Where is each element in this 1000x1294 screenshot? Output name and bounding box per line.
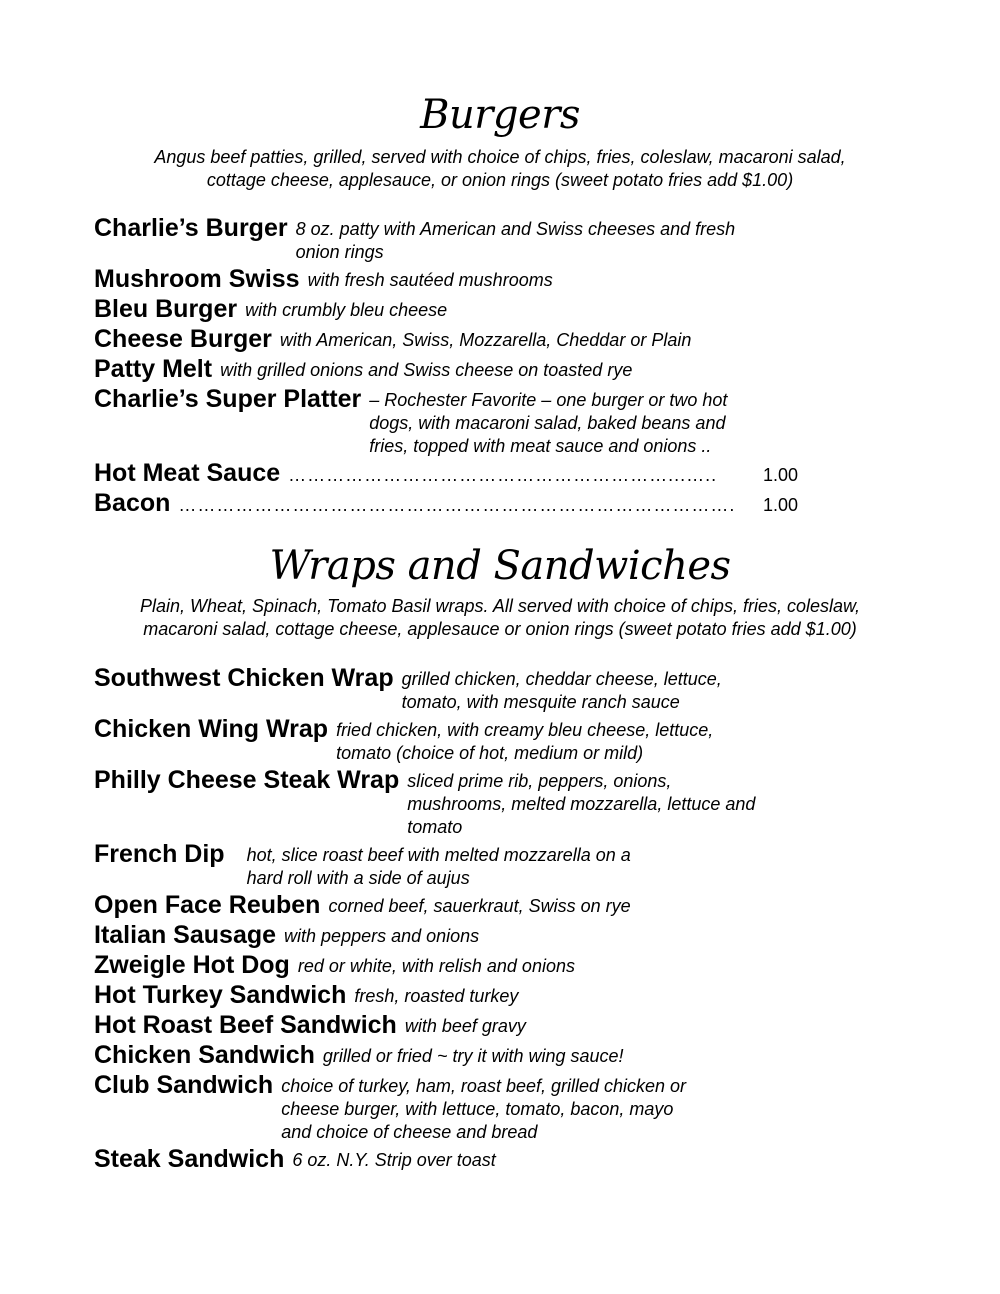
menu-item (94, 1040, 854, 1070)
burgers-intro (60, 146, 940, 192)
dot-leader: ……………………………………………………...….. (288, 465, 718, 485)
item-description (361, 384, 727, 458)
wraps-heading: Wraps and Sandwiches (269, 543, 731, 589)
item-description-line: grilled chicken, cheddar cheese, lettuce, (401, 669, 722, 689)
item-description-line: corned beef, sauerkraut, Swiss on rye (328, 896, 631, 916)
item-description-line: – Rochester Favorite – one burger or two hot (369, 390, 728, 410)
wraps-intro (40, 595, 960, 641)
item-description-line: cheese burger, with lettuce, tomato, bacon, mayo (281, 1099, 674, 1119)
dot-leader: ……………………………………………………………………………. (178, 495, 736, 515)
item-name: Chicken Wing Wrap (94, 715, 329, 743)
item-name: Charlie’s Burger (94, 214, 288, 242)
item-description-line: hard roll with a side of aujus (246, 868, 470, 888)
item-description-line: onion rings (295, 242, 384, 262)
addon-name: Bacon (94, 489, 171, 517)
item-description-line: tomato, with mesquite ranch sauce (401, 692, 680, 712)
addon-item (94, 458, 798, 488)
item-name: Italian Sausage (94, 921, 277, 949)
addon-price: 1.00 (762, 465, 798, 485)
menu-item (94, 1010, 854, 1040)
menu-item (94, 920, 854, 950)
item-name: Hot Roast Beef Sandwich (94, 1011, 397, 1039)
item-name: Bleu Burger (94, 295, 238, 323)
item-description-line: with fresh sautéed mushrooms (307, 270, 553, 290)
item-description-line: fresh, roasted turkey (354, 986, 519, 1006)
item-description (328, 714, 713, 765)
item-description-line: fried chicken, with creamy bleu cheese, lettuce, (336, 720, 714, 740)
menu-item (94, 354, 854, 384)
menu-item (94, 1144, 854, 1174)
menu-item (94, 714, 854, 765)
burgers-intro-line: Angus beef patties, grilled, served with choice of chips, fries, coleslaw, macaroni salad, (154, 147, 846, 167)
item-name: Club Sandwich (94, 1071, 274, 1099)
menu-item (94, 950, 854, 980)
item-description (300, 264, 553, 292)
item-description (290, 950, 575, 978)
item-description (397, 1010, 526, 1038)
item-description-line: 6 oz. N.Y. Strip over toast (292, 1150, 496, 1170)
item-description-line: grilled or fried ~ try it with wing sauce! (322, 1046, 624, 1066)
item-name: Zweigle Hot Dog (94, 951, 290, 979)
item-name: Hot Turkey Sandwich (94, 981, 347, 1009)
menu-item (94, 980, 854, 1010)
item-description (394, 663, 722, 714)
item-name: Steak Sandwich (94, 1145, 285, 1173)
item-name: Mushroom Swiss (94, 265, 300, 293)
item-name: Open Face Reuben (94, 891, 321, 919)
item-description-line: tomato (choice of hot, medium or mild) (336, 743, 644, 763)
addon-price: 1.00 (762, 495, 798, 515)
item-description (225, 839, 631, 890)
item-name: Philly Cheese Steak Wrap (94, 766, 400, 794)
item-description-line: hot, slice roast beef with melted mozzarella on a (246, 845, 631, 865)
wraps-intro-line: Plain, Wheat, Spinach, Tomato Basil wraps. All served with choice of chips, fries, coleslaw, (140, 596, 860, 616)
item-description (399, 765, 755, 839)
menu-item (94, 213, 854, 264)
item-description-line: tomato (407, 817, 463, 837)
item-description-line: mushrooms, melted mozzarella, lettuce and (407, 794, 756, 814)
addon-name: Hot Meat Sauce (94, 459, 281, 487)
item-description-line: with American, Swiss, Mozzarella, Cheddar or Plain (279, 330, 692, 350)
item-description (288, 213, 736, 264)
item-description (212, 354, 632, 382)
item-description-line: with peppers and onions (284, 926, 480, 946)
item-description (237, 294, 447, 322)
item-description-line: 8 oz. patty with American and Swiss cheeses and fresh (295, 219, 736, 239)
item-name: French Dip (94, 840, 225, 868)
menu-item (94, 384, 854, 458)
item-description-line: and choice of cheese and bread (281, 1122, 538, 1142)
wraps-list (94, 663, 854, 1174)
item-description (346, 980, 518, 1008)
item-name: Charlie’s Super Platter (94, 385, 362, 413)
item-description (284, 1144, 495, 1172)
addon-item (94, 488, 798, 518)
item-description (276, 920, 479, 948)
menu-item (94, 294, 854, 324)
item-description (320, 890, 630, 918)
item-description-line: choice of turkey, ham, roast beef, grilled chicken or (281, 1076, 687, 1096)
item-description-line: dogs, with macaroni salad, baked beans and (369, 413, 726, 433)
item-description-line: fries, topped with meat sauce and onions .. (369, 436, 712, 456)
menu-item (94, 264, 854, 294)
menu-item (94, 839, 854, 890)
item-name: Cheese Burger (94, 325, 272, 353)
item-description-line: with grilled onions and Swiss cheese on toasted rye (220, 360, 633, 380)
burgers-list (94, 213, 854, 518)
item-description-line: red or white, with relish and onions (297, 956, 575, 976)
item-description (272, 324, 692, 352)
item-name: Chicken Sandwich (94, 1041, 315, 1069)
menu-item (94, 663, 854, 714)
item-description (315, 1040, 624, 1068)
menu-item (94, 1070, 854, 1144)
item-description (273, 1070, 686, 1144)
burgers-heading: Burgers (420, 92, 580, 138)
menu-item (94, 890, 854, 920)
item-description-line: with beef gravy (404, 1016, 526, 1036)
wraps-intro-line: macaroni salad, cottage cheese, applesauce or onion rings (sweet potato fries add $1.00) (143, 619, 857, 639)
item-description-line: sliced prime rib, peppers, onions, (407, 771, 672, 791)
burgers-intro-line: cottage cheese, applesauce, or onion rings (sweet potato fries add $1.00) (206, 170, 794, 190)
menu-item (94, 324, 854, 354)
menu-item (94, 765, 854, 839)
item-name: Southwest Chicken Wrap (94, 664, 394, 692)
item-description-line: with crumbly bleu cheese (245, 300, 448, 320)
item-name: Patty Melt (94, 355, 213, 383)
